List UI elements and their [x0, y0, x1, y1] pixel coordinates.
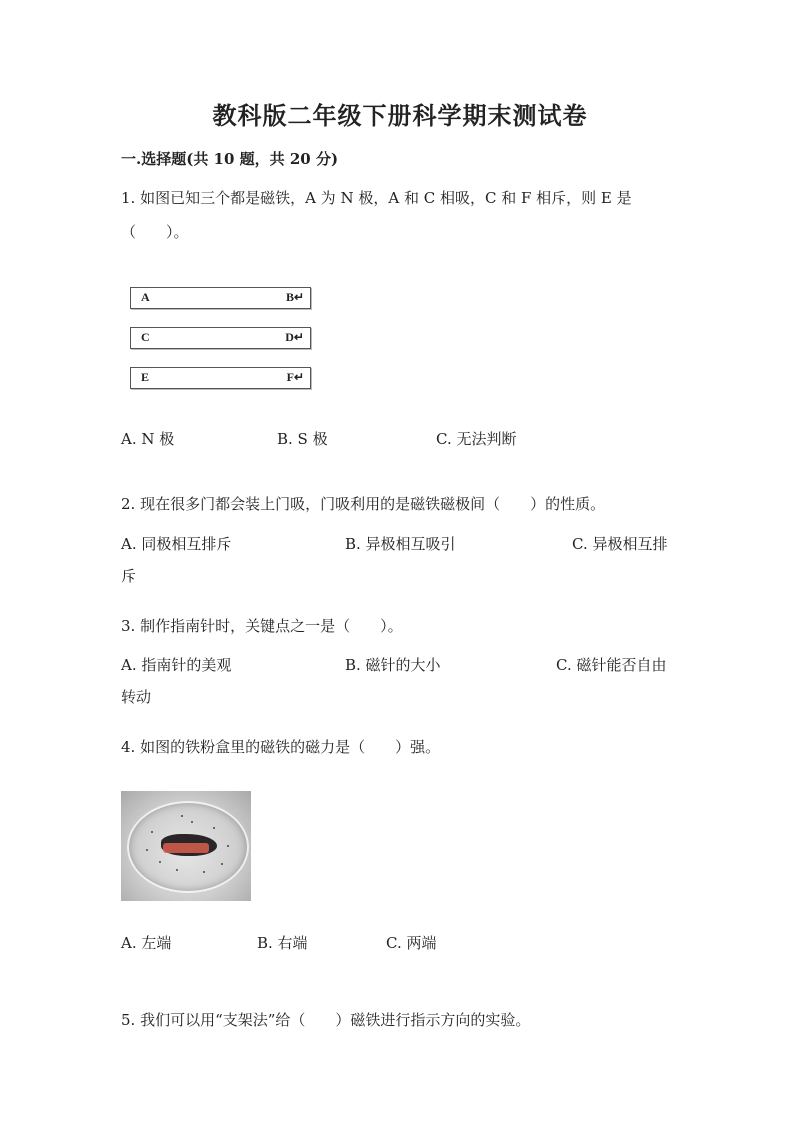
magnet-pole-label: A: [141, 290, 150, 304]
question-2-option-a[interactable]: A. 同极相互排斥: [121, 535, 232, 553]
magnet-pole-label: B↵: [285, 290, 304, 304]
filing-speck: [191, 821, 193, 823]
magnet-pole-label: E: [141, 370, 150, 384]
question-3-option-c[interactable]: C. 磁针能否自由: [556, 656, 667, 674]
question-1-option-c[interactable]: C. 无法判断: [436, 430, 517, 448]
filing-speck: [151, 831, 153, 833]
filing-speck: [146, 849, 148, 851]
question-4-option-b[interactable]: B. 右端: [257, 934, 308, 952]
question-1-option-b[interactable]: B. S 极: [277, 430, 328, 448]
question-3-option-a[interactable]: A. 指南针的美观: [121, 656, 232, 674]
question-2-option-c[interactable]: C. 异极相互排: [572, 535, 668, 553]
filing-speck: [203, 871, 205, 873]
filing-speck: [227, 845, 229, 847]
question-5-stem: 5. 我们可以用“支架法”给（ ）磁铁进行指示方向的实验。: [121, 1011, 531, 1029]
question-1-option-a[interactable]: A. N 极: [121, 430, 175, 448]
question-2-option-b[interactable]: B. 异极相互吸引: [345, 535, 456, 553]
question-3-option-c-wrap: 转动: [121, 688, 152, 706]
question-3-stem: 3. 制作指南针时，关键点之一是（ ）。: [121, 617, 403, 635]
iron-filings-dish-photo: [121, 791, 251, 901]
question-2-option-c-wrap: 斥: [121, 567, 137, 585]
question-1-stem: 1. 如图已知三个都是磁铁，A 为 N 极，A 和 C 相吸，C 和 F 相斥，则 E 是: [121, 189, 632, 207]
magnet-pole-label: F↵: [286, 370, 304, 384]
filing-speck: [159, 861, 161, 863]
question-1-stem-continued: （ ）。: [121, 223, 189, 241]
page-title: 教科版二年级下册科学期末测试卷: [212, 101, 588, 130]
question-4-stem: 4. 如图的铁粉盒里的磁铁的磁力是（ ）强。: [121, 738, 441, 756]
question-4-option-a[interactable]: A. 左端: [121, 934, 172, 952]
filing-speck: [176, 869, 178, 871]
question-2-stem: 2. 现在很多门都会装上门吸，门吸利用的是磁铁磁极间（ ）的性质。: [121, 495, 606, 513]
filing-speck: [213, 827, 215, 829]
question-3-option-b[interactable]: B. 磁针的大小: [345, 656, 441, 674]
filing-speck: [221, 863, 223, 865]
filing-speck: [181, 815, 183, 817]
magnet-bar-ab: [130, 287, 311, 309]
magnet-pole-label: C: [141, 330, 150, 344]
section-heading: 一.选择题(共 10 题，共 20 分): [121, 150, 339, 168]
question-4-option-c[interactable]: C. 两端: [386, 934, 437, 952]
magnet-in-dish: [163, 843, 209, 853]
magnet-bar-ef: [130, 367, 311, 389]
magnet-pole-label: D↵: [285, 330, 304, 344]
magnet-bar-cd: [130, 327, 311, 349]
